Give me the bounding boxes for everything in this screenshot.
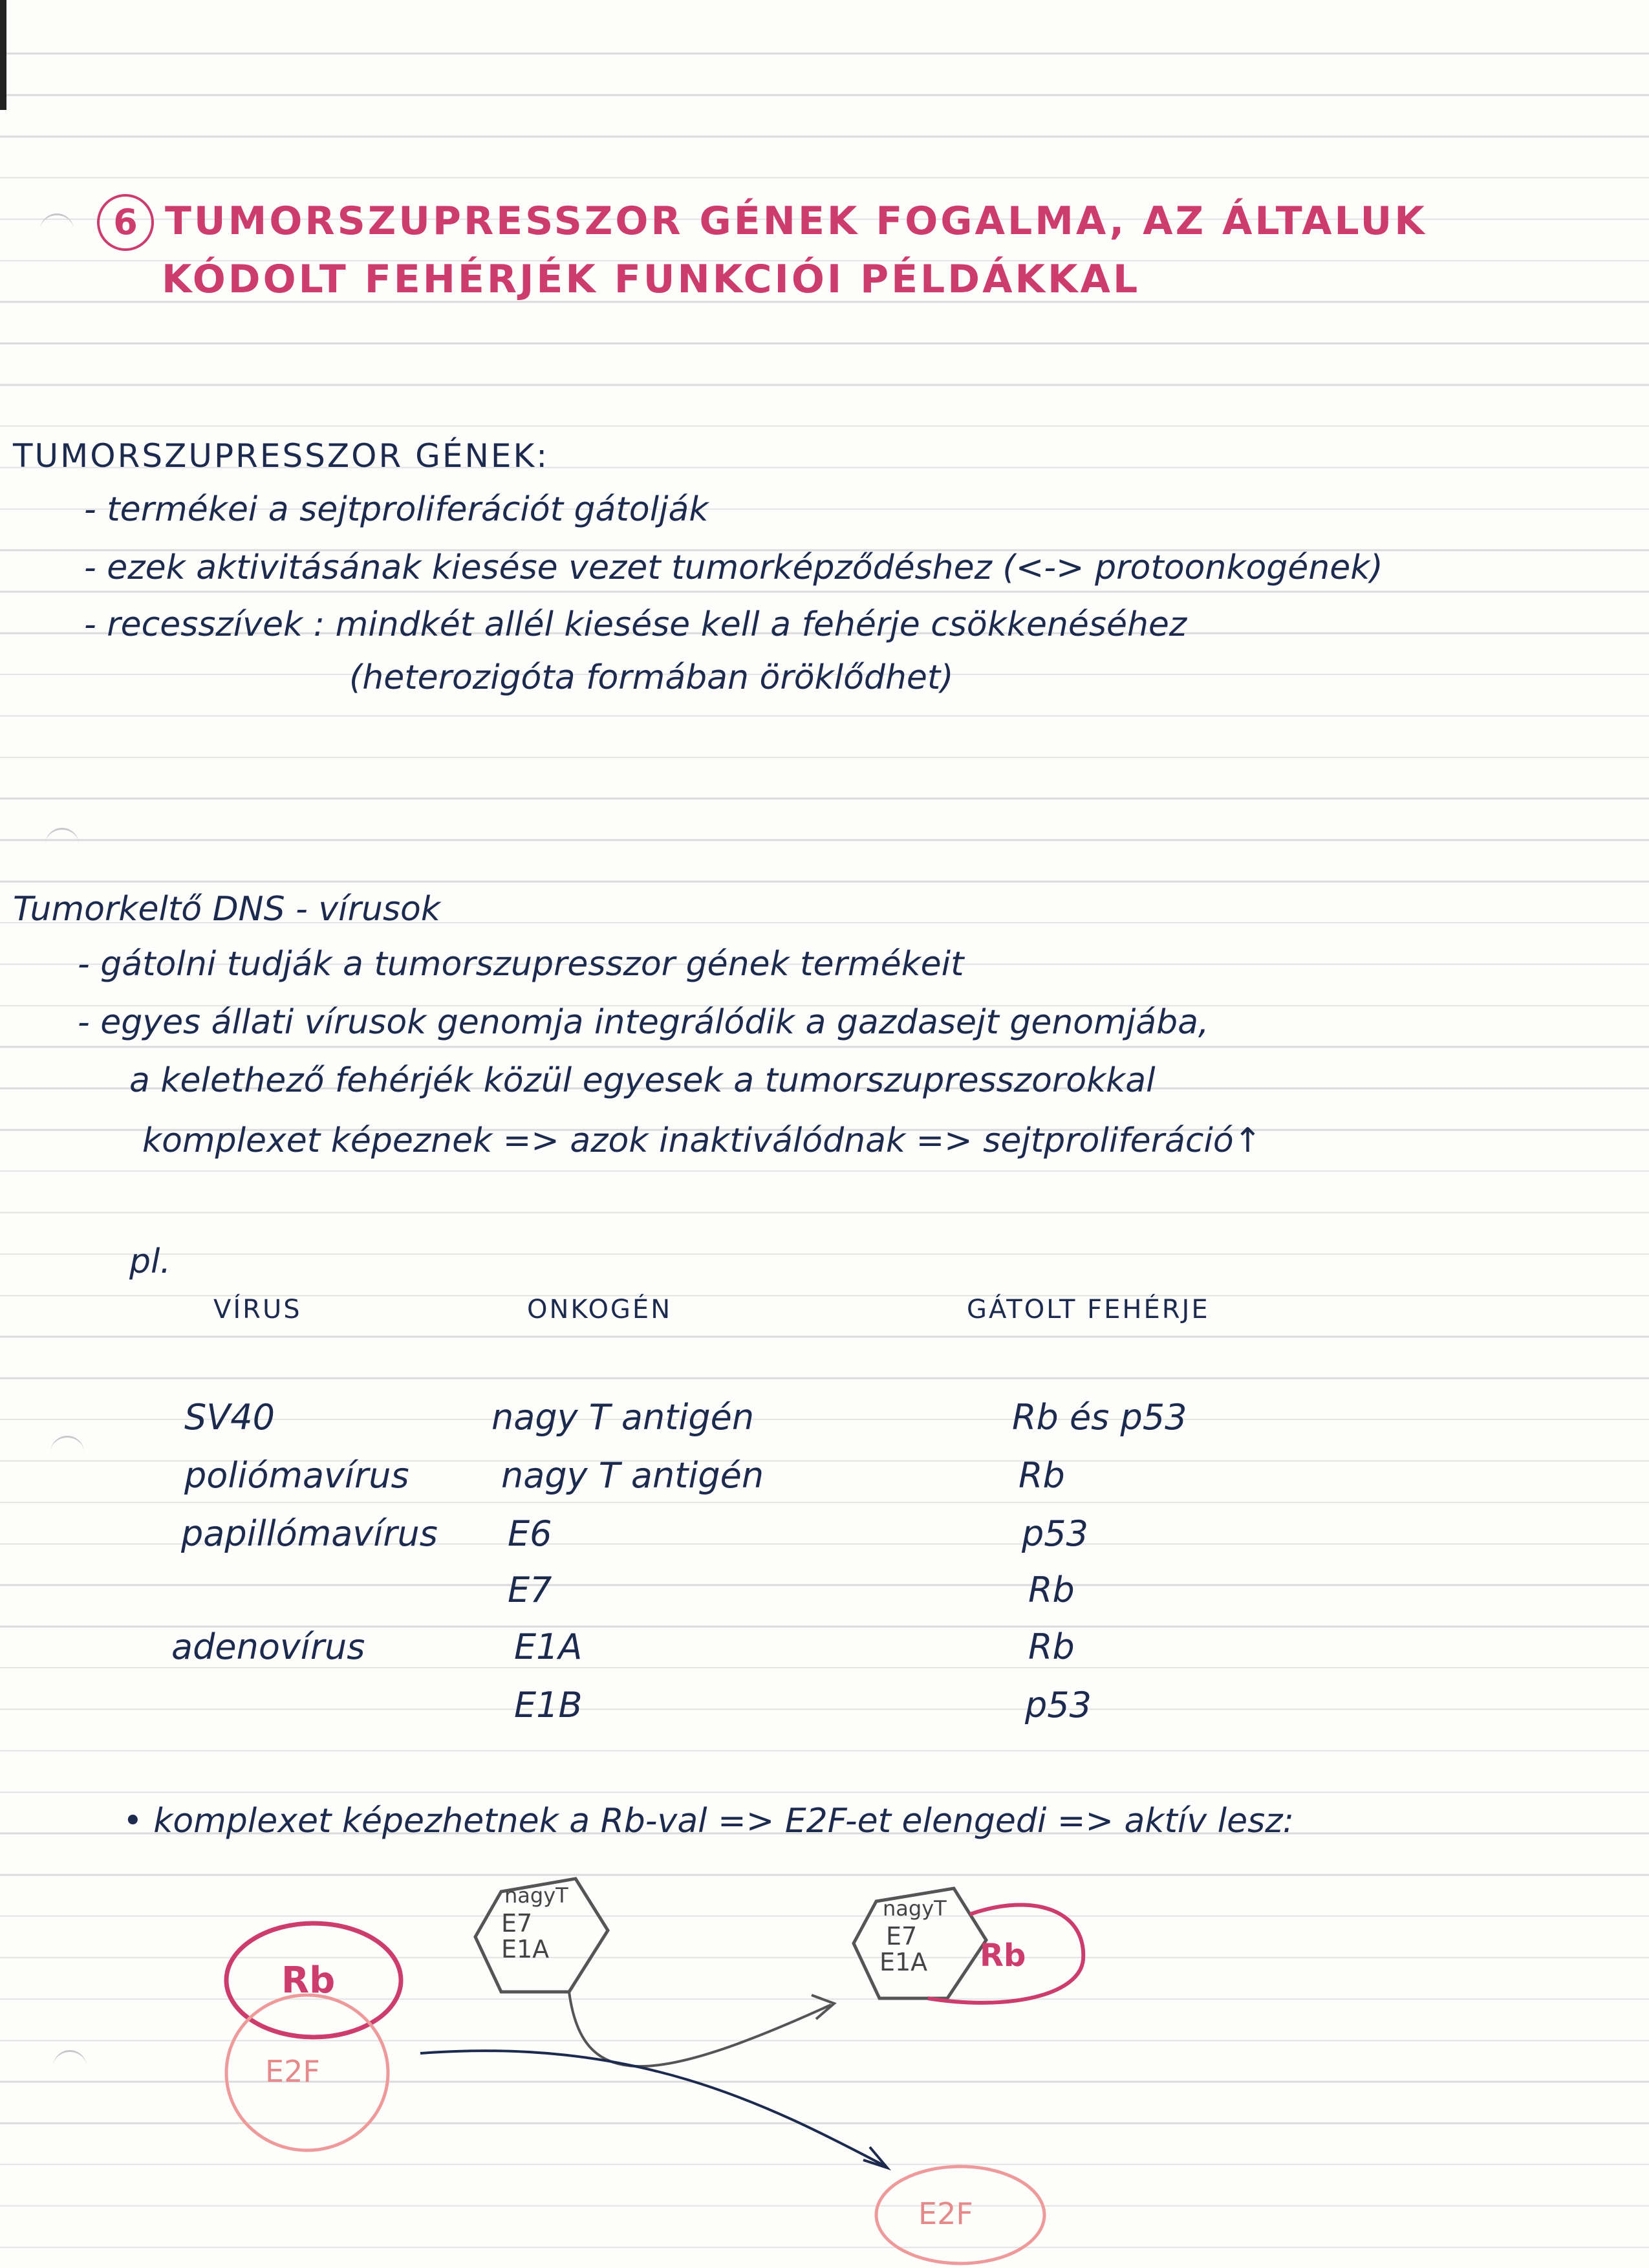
table-cell: E7 <box>508 1570 552 1610</box>
table-cell: poliómavírus <box>184 1455 409 1496</box>
table-cell: nagy T antigén <box>491 1397 755 1438</box>
table-cell: adenovírus <box>171 1626 365 1667</box>
table-cell: nagy T antigén <box>501 1455 764 1496</box>
table-cell: SV40 <box>184 1397 275 1438</box>
section2-bullet: - egyes állati vírusok genomja integrálódik a gazdasejt genomjába, <box>78 1003 1209 1042</box>
section1-bullet: - termékei a sejtproliferációt gátolják <box>84 490 709 529</box>
table-cell: p53 <box>1025 1685 1092 1725</box>
page-title-line2: KÓDOLT FEHÉRJÉK FUNKCIÓI PÉLDÁKKAL <box>162 257 1141 302</box>
page-title-line1: TUMORSZUPRESSZOR GÉNEK FOGALMA, AZ ÁLTALUK <box>165 199 1427 244</box>
e2f-label: E2F <box>265 2054 320 2089</box>
section1-heading: TUMORSZUPRESSZOR GÉNEK: <box>13 437 550 475</box>
hexagon-label: nagyT <box>504 1883 568 1908</box>
table-cell: E1A <box>514 1626 583 1667</box>
table-cell: E1B <box>514 1685 583 1725</box>
table-header-inhibited-protein: GÁTOLT FEHÉRJE <box>967 1295 1210 1324</box>
table-cell: papillómavírus <box>181 1513 438 1554</box>
complex-hexagon-label: E1A <box>879 1948 928 1976</box>
table-cell: E6 <box>508 1513 552 1554</box>
hexagon-label: E7 <box>501 1909 533 1938</box>
complex-hexagon-label: nagyT <box>883 1896 947 1921</box>
section2-bullet-cont: komplexet képeznek => azok inaktiválódnak => sejtproliferáció↑ <box>142 1121 1262 1160</box>
section2-bullet: - gátolni tudják a tumorszupresszor gének termékeit <box>78 945 964 984</box>
table-cell: Rb <box>1028 1570 1075 1610</box>
complex-rb-label: Rb <box>980 1938 1026 1974</box>
section1-bullet: - recesszívek : mindkét allél kiesése kell a fehérje csökkenéséhez <box>84 605 1187 644</box>
table-cell: p53 <box>1022 1513 1088 1554</box>
table-header-oncogene: ONKOGÉN <box>527 1295 673 1324</box>
table-header-virus: VÍRUS <box>213 1295 302 1324</box>
section1-bullet: - ezek aktivitásának kiesése vezet tumorképződéshez (<-> protoonkogének) <box>84 548 1383 587</box>
complex-note: • komplexet képezhetnek a Rb-val => E2F-et elengedi => aktív lesz: <box>123 1802 1295 1841</box>
table-cell: Rb és p53 <box>1012 1397 1187 1438</box>
section2-bullet-cont: a kelethező fehérjék közül egyesek a tumorszupresszorokkal <box>129 1061 1156 1100</box>
table-cell: Rb <box>1028 1626 1075 1667</box>
complex-hexagon-label: E7 <box>886 1922 918 1950</box>
example-label: pl. <box>129 1242 171 1281</box>
rb-label: Rb <box>281 1960 336 2002</box>
section2-heading: Tumorkeltő DNS - vírusok <box>13 890 440 929</box>
binding-arrow <box>569 1992 831 2066</box>
release-arrow <box>420 2051 886 2166</box>
hexagon-label: E1A <box>501 1935 550 1963</box>
section1-bullet-cont: (heterozigóta formában öröklődhet) <box>349 658 954 697</box>
table-cell: Rb <box>1018 1455 1065 1496</box>
title-number: 6 <box>113 202 138 243</box>
released-e2f-label: E2F <box>918 2196 973 2231</box>
